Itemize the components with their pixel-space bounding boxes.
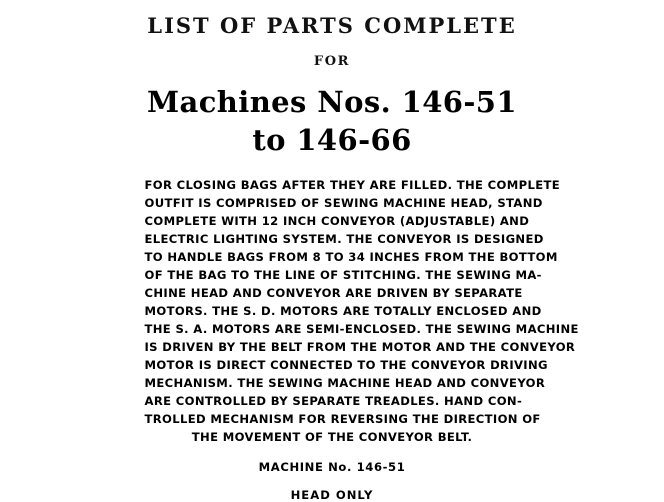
- page-title: LIST OF PARTS COMPLETE: [147, 13, 517, 38]
- description-paragraph: [144, 176, 579, 446]
- machine-number-label: MACHINE No. 146-51: [258, 459, 406, 474]
- machine-range-title: [0, 84, 664, 159]
- description-line: MOTORS. THE S. D. MOTORS ARE TOTALLY ENCLOSED AND: [144, 303, 542, 318]
- description-line: THE MOVEMENT OF THE CONVEYOR BELT.: [191, 429, 473, 444]
- description-line: ELECTRIC LIGHTING SYSTEM. THE CONVEYOR IS DESIGNED: [144, 231, 544, 246]
- document-page: [0, 13, 664, 502]
- description-line: TROLLED MECHANISM FOR REVERSING THE DIRECTION OF: [144, 411, 541, 426]
- description-line: TO HANDLE BAGS FROM 8 TO 34 INCHES FROM THE BOTTOM: [144, 249, 558, 264]
- description-line: FOR CLOSING BAGS AFTER THEY ARE FILLED. THE COMPLETE: [144, 177, 561, 192]
- description-line: COMPLETE WITH 12 INCH CONVEYOR (ADJUSTABLE) AND: [144, 213, 530, 228]
- machine-range-line-1: Machines Nos. 146-51: [147, 85, 517, 119]
- description-line: MECHANISM. THE SEWING MACHINE HEAD AND CONVEYOR: [144, 375, 546, 390]
- description-line: OUTFIT IS COMPRISED OF SEWING MACHINE HEAD, STAND: [144, 195, 543, 210]
- description-line: MOTOR IS DIRECT CONNECTED TO THE CONVEYOR DRIVING: [144, 357, 548, 372]
- description-line: THE S. A. MOTORS ARE SEMI-ENCLOSED. THE SEWING MACHINE: [144, 321, 579, 336]
- description-line: ARE CONTROLLED BY SEPARATE TREADLES. HAND CON-: [144, 393, 523, 408]
- subtitle-for: FOR: [313, 54, 351, 69]
- machine-range-line-2: to 146-66: [252, 123, 412, 158]
- description-line: OF THE BAG TO THE LINE OF STITCHING. THE SEWING MA-: [144, 267, 542, 282]
- description-line: IS DRIVEN BY THE BELT FROM THE MOTOR AND THE CONVEYOR: [144, 339, 576, 354]
- description-line: CHINE HEAD AND CONVEYOR ARE DRIVEN BY SEPARATE: [144, 285, 523, 300]
- head-only-label: HEAD ONLY: [290, 487, 374, 502]
